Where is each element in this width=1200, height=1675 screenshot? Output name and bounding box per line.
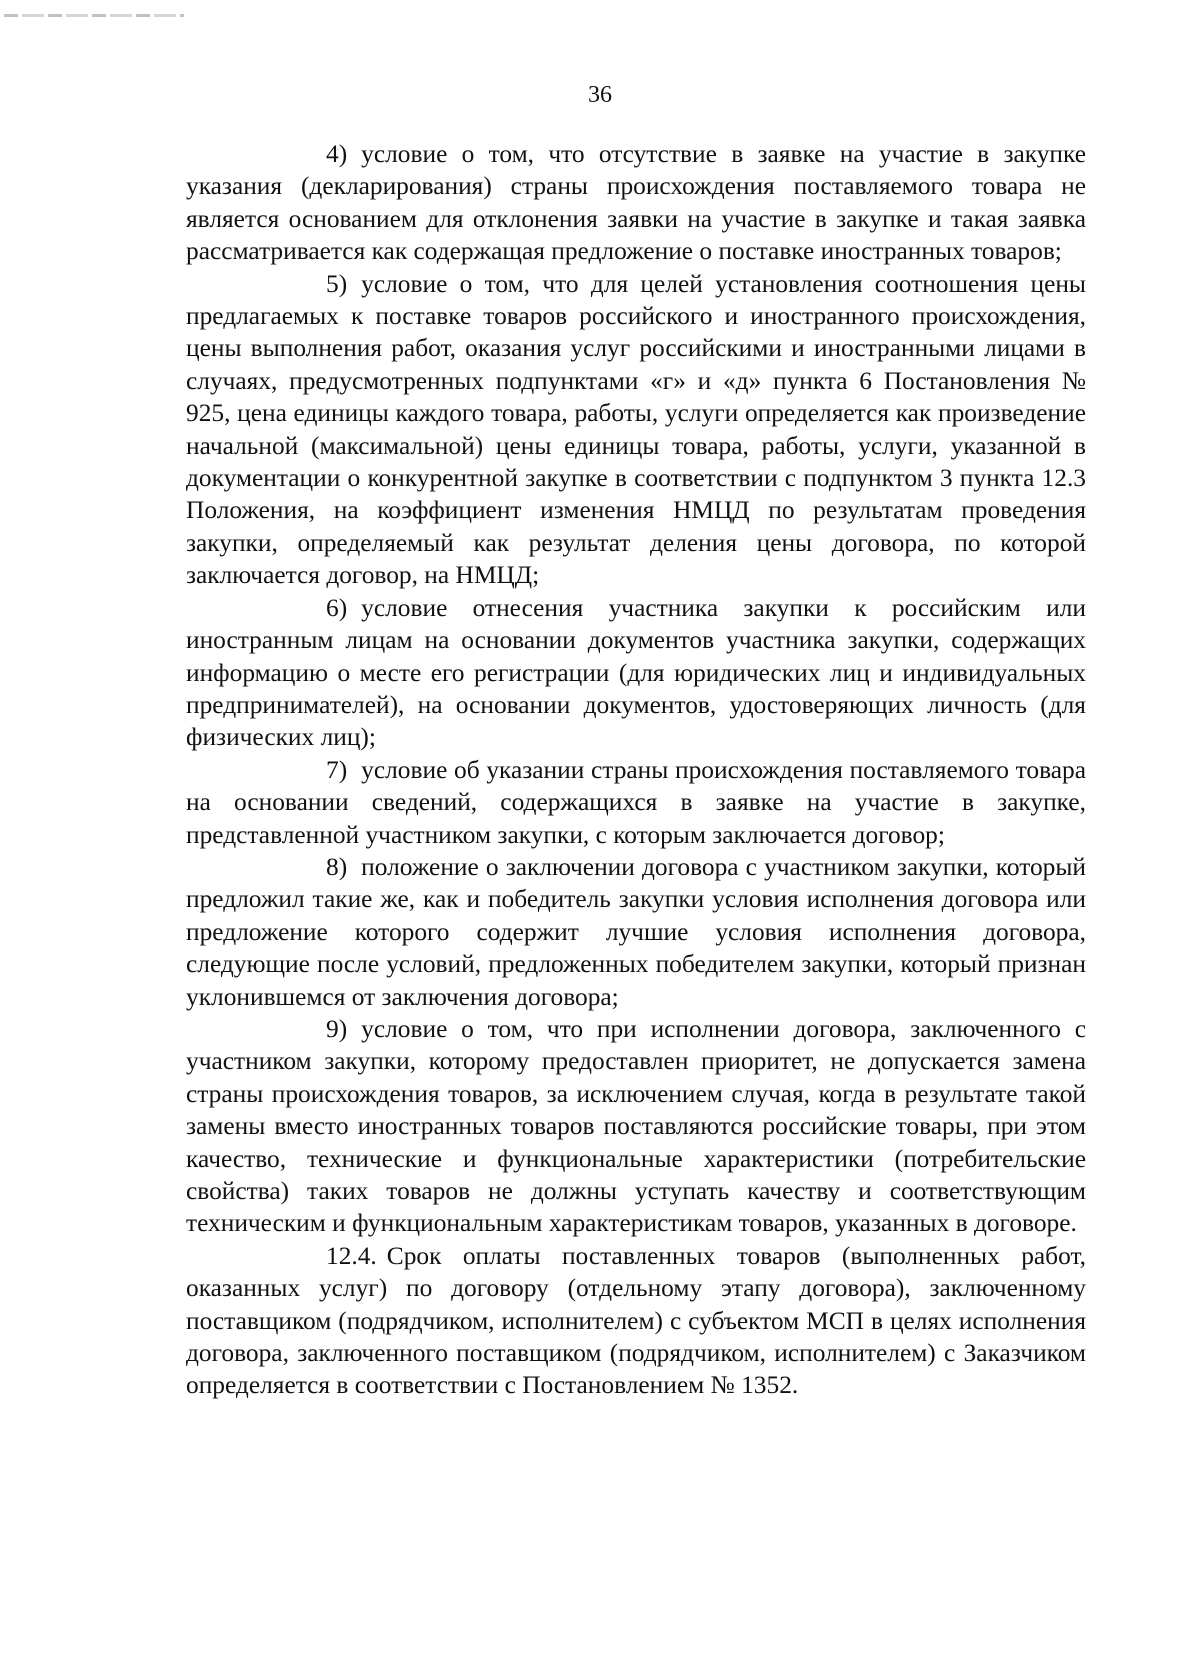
- item-text: положение о заключении договора с участником закупки, который предложил такие же, как и победитель закупки условия исполнения договора или предложение которого содержит лучшие условия исполнения договора, следующие после условий, предложенных победителем закупки, который признан уклонившемся от заключения договора;: [186, 852, 1086, 1011]
- item-text: условие о том, что для целей установления соотношения цены предлагаемых к поставке товаров российского и иностранного происхождения, цены выполнения работ, оказания услуг российскими и иностранными лицами в случаях, предусмотренных подпунктами «г» и «д» пункта 6 Постановления № 925, цена единицы каждого товара, работы, услуги определяется как произведение начальной (максимальной) цены единицы товара, работы, услуги, указанной в документации о конкурентной закупке в соответствии с подпунктом 3 пункта 12.3 Положения, на коэффициент изменения НМЦД по результатам проведения закупки, определяемый как результат деления цены договора, по которой заключается договор, на НМЦД;: [186, 269, 1086, 590]
- page-number: 36: [588, 82, 612, 108]
- list-item-9: [186, 1013, 1086, 1240]
- item-text: условие отнесения участника закупки к российским или иностранным лицам на основании документов участника закупки, содержащих информацию о месте его регистрации (для юридических лиц и индивидуальных предпринимателей), на основании документов, удостоверяющих личность (для физических лиц);: [186, 593, 1086, 752]
- item-text: условие о том, что отсутствие в заявке на участие в закупке указания (декларирования) страны происхождения поставляемого товара не является основанием для отклонения заявки на участие в закупке и такая заявка рассматривается как содержащая предложение о поставке иностранных товаров;: [186, 140, 1086, 266]
- document-body: [186, 138, 1086, 1402]
- list-item-5: [186, 268, 1086, 592]
- item-marker: 8): [326, 852, 348, 881]
- item-marker: 5): [326, 269, 348, 298]
- list-item-8: [186, 851, 1086, 1013]
- list-item-7: [186, 754, 1086, 851]
- section-text: Срок оплаты поставленных товаров (выполненных работ, оказанных услуг) по договору (отдельному этапу договора), заключенному поставщиком (подрядчиком, исполнителем) с субъектом МСП в целях исполнения договора, заключенного поставщиком (подрядчиком, исполнителем) с Заказчиком определяется в соответствии с Постановлением № 1352.: [186, 1241, 1086, 1400]
- section-12-4: [186, 1240, 1086, 1402]
- item-marker: 4): [326, 140, 348, 168]
- item-marker: 6): [326, 593, 348, 622]
- item-text: условие об указании страны происхождения поставляемого товара на основании сведений, содержащихся в заявке на участие в закупке, представленной участником закупки, с которым заключается договор;: [186, 755, 1086, 849]
- section-marker: 12.4.: [326, 1241, 377, 1270]
- item-text: условие о том, что при исполнении договора, заключенного с участником закупки, которому предоставлен приоритет, не допускается замена страны происхождения товаров, за исключением случая, когда в результате такой замены вместо иностранных товаров поставляются российские товары, при этом качество, технические и функциональные характеристики (потребительские свойства) таких товаров не должны уступать качеству и соответствующим техническим и функциональным характеристикам товаров, указанных в договоре.: [186, 1014, 1086, 1238]
- list-item-4: [186, 138, 1086, 268]
- item-marker: 9): [326, 1014, 348, 1043]
- scan-artifact-line: [4, 14, 184, 17]
- list-item-6: [186, 592, 1086, 754]
- item-marker: 7): [326, 755, 348, 784]
